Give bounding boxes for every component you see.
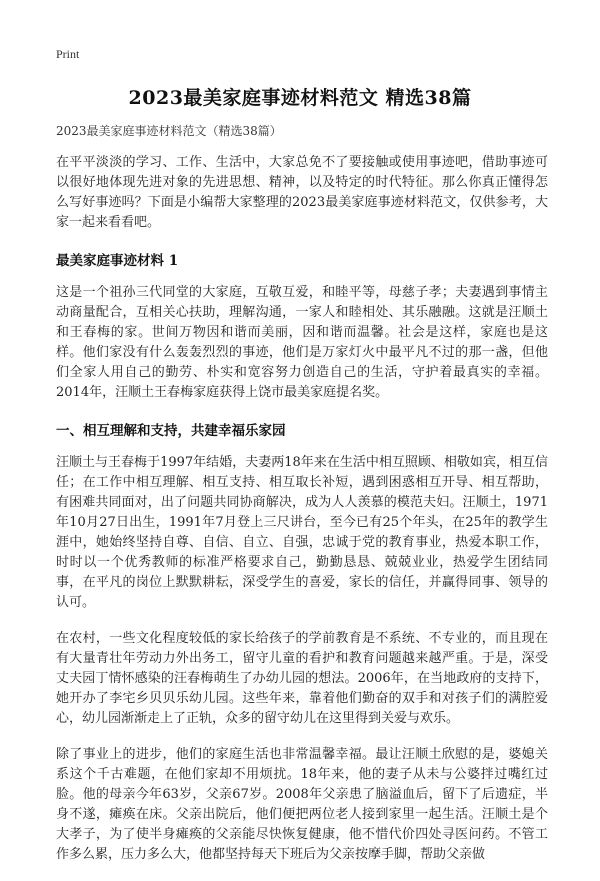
document-subtitle: 2023最美家庭事迹材料范文（精选38篇） — [56, 124, 282, 138]
body-paragraph: 汪顺土与王春梅于1997年结婚，夫妻两18年来在生活中相互照顾、相敬如宾，相互信任；在工作中相互理解、相互支持、相互取长补短，遇到困惑相互开导、相互帮助，有困难共同面对，出了问题共同协商解决，成为人人羡慕的模范夫妇。汪顺土，1971年10月27日出生，1991年7月登上三尺讲台，至今已有25个年头，在25年的教学生涯中，她始终坚持自尊、自信、自立、自强，忠诚于党的教育事业，热爱本职工作，时时以一个优秀教师的标准严格要求自己，勤勤恳恳、兢兢业业，热爱学生团结同事，在平凡的岗位上默默耕耘，深受学生的喜爱，家长的信任，并赢得同事、领导的认可。 — [56, 455, 548, 610]
section-paragraph: 这是一个祖孙三代同堂的大家庭，互敬互爱，和睦平等，母慈子孝；夫妻遇到事情主动商量配合，互相关心扶助，理解沟通，一家人和睦相处、其乐融融。这就是汪顺土和王春梅的家。世间万物因和谐而美丽，因和谐而温馨。社会是这样，家庭也是这样。他们家没有什么轰轰烈烈的事迹，他们是万家灯火中最平凡不过的那一盏，但他们全家人用自己的勤劳、朴实和宽容努力创造自己的生活，守护着最真实的幸福。2014年，汪顺土王春梅家庭获得上饶市最美家庭提名奖。 — [56, 285, 548, 400]
document-body — [56, 122, 548, 881]
document-title: 2023最美家庭事迹材料范文 精选38篇 — [128, 87, 472, 109]
subsection-heading: 一、相互理解和支持，共建幸福乐家园 — [56, 423, 286, 439]
section-heading: 最美家庭事迹材料 1 — [56, 253, 179, 269]
body-paragraph: 除了事业上的进步，他们的家庭生活也非常温馨幸福。最让汪顺土欣慰的是，婆媳关系这个千古难题，在他们家却不用烦扰。18年来，他的妻子从未与公婆拌过嘴红过脸。他的母亲今年63岁，父亲67岁。2008年父亲患了脑溢血后，留下了后遗症，半身不遂，瘫痪在床。父亲出院后，他们便把两位老人接到家里一起生活。汪顺土是个大孝子，为了使半身瘫痪的父亲能尽快恢复健康，他不惜代价四处寻医问药。不管工作多么累，压力多么大，他都坚持每天下班后为父亲按摩手脚，帮助父亲做 — [56, 747, 548, 862]
print-link[interactable]: Print — [56, 47, 80, 61]
body-paragraph: 在农村，一些文化程度较低的家长给孩子的学前教育是不系统、不专业的，而且现在有大量青壮年劳动力外出务工，留守儿童的看护和教育问题越来越严重。于是，深受丈夫园丁情怀感染的汪春梅萌生了办幼儿园的想法。2006年，在当地政府的支持下，她开办了李宅乡贝贝乐幼儿园。这些年来，靠着他们勤奋的双手和对孩子们的满腔爱心，幼儿园渐渐走上了正轨，众多的留守幼儿在这里得到关爱与欢乐。 — [56, 631, 548, 726]
intro-paragraph: 在平平淡淡的学习、工作、生活中，大家总免不了要接触或使用事迹吧，借助事迹可以很好地体现先进对象的先进思想、精神，以及特定的时代特征。那么你真正懂得怎么写好事迹吗？下面是小编帮大家整理的2023最美家庭事迹材料范文，仅供参考，大家一起来看看吧。 — [56, 155, 548, 230]
